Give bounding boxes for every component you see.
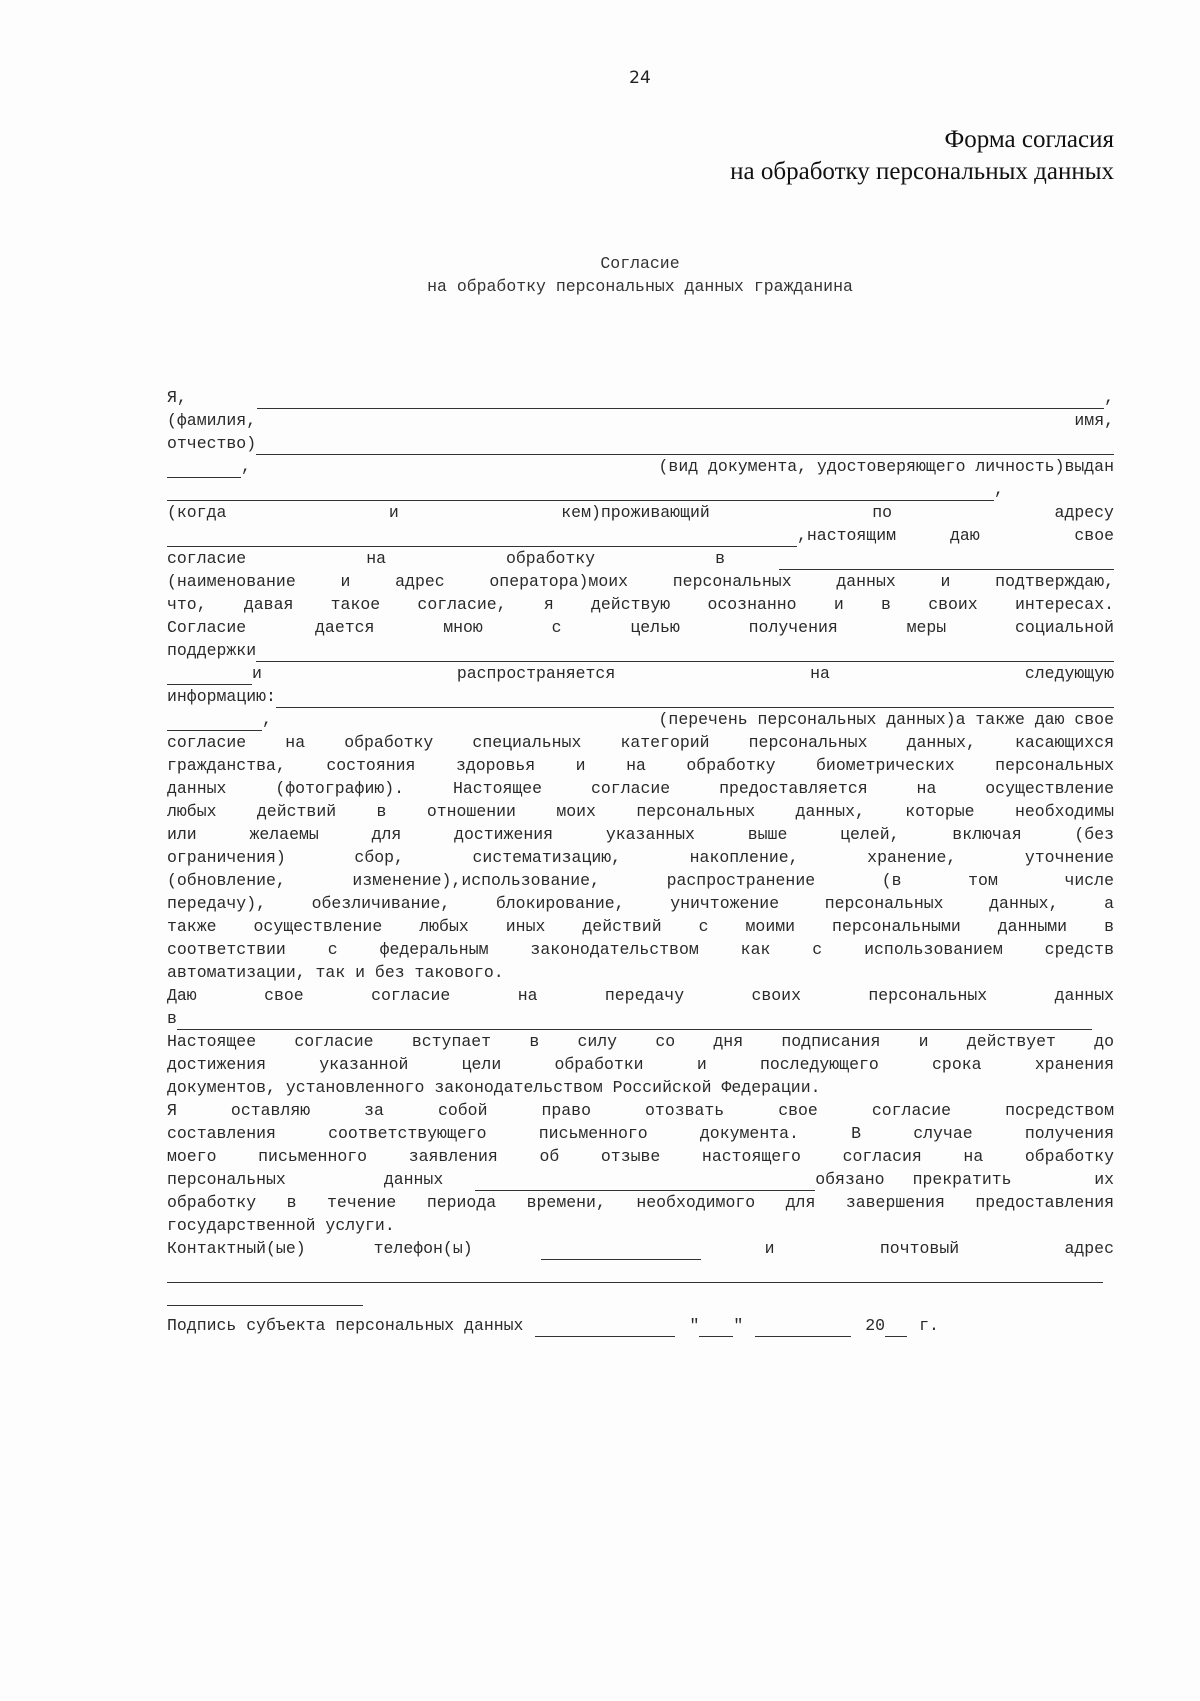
line-3 — [167, 432, 1114, 455]
comma: , — [262, 710, 272, 729]
text-on: на — [366, 549, 386, 568]
line-13 — [167, 662, 1114, 685]
line-20: или желаемы для достижения указанных выше целей, включая (без — [167, 825, 1114, 844]
text-and: и — [252, 664, 262, 683]
line-13-text — [252, 662, 1114, 685]
line-17: гражданства, состояния здоровья и на обработку биометрических персональных — [167, 756, 1114, 775]
label-surname: (фамилия, — [167, 411, 257, 430]
postal-address-field[interactable] — [167, 1265, 1103, 1283]
doc-series-field[interactable] — [167, 460, 241, 478]
text-to: на — [810, 664, 830, 683]
line-16: согласие на обработку специальных категорий персональных данных, касающихся — [167, 733, 1114, 752]
text-extends: распространяется — [456, 664, 616, 683]
text-and: и — [388, 503, 399, 522]
line-22: (обновление, изменение),использование, распространение (в том числе — [167, 871, 1114, 890]
operator-field[interactable] — [779, 552, 1114, 570]
line-34: моего письменного заявления об отзыве настоящего согласия на обработку — [167, 1147, 1114, 1166]
form-title-line-1: Форма согласия — [944, 126, 1114, 153]
line-33: составления соответствующего письменного документа. В случае получения — [167, 1124, 1114, 1143]
line-19: любых действий в отношении моих персональных данных, которые необходимы — [167, 802, 1114, 821]
text-address: адресу — [1054, 503, 1114, 522]
consent-title-line-1: Согласие — [600, 254, 680, 273]
line-35 — [167, 1168, 1114, 1191]
line-9: (наименование и адрес оператора)моих персональных данных и подтверждаю, — [167, 572, 1114, 591]
text-in: в — [715, 549, 725, 568]
line-37: государственной услуги. — [167, 1216, 395, 1235]
text-phone: телефон(ы) — [373, 1239, 473, 1258]
line-10: что, давая такое согласие, я действую осознанно и в своих интересах. — [167, 595, 1114, 614]
patronymic-field[interactable] — [256, 437, 1114, 455]
text-information: информацию: — [167, 687, 276, 706]
fio-field[interactable] — [257, 391, 1104, 409]
label-name: имя, — [1074, 411, 1114, 430]
line-18: данных (фотографию). Настоящее согласие предоставляется на осуществление — [167, 779, 1114, 798]
line-35-tail — [885, 1168, 1114, 1191]
line-7 — [167, 524, 1114, 547]
text-their: их — [1094, 1170, 1114, 1189]
day-field[interactable] — [699, 1319, 733, 1337]
info-field[interactable] — [276, 690, 1114, 708]
comma: , — [241, 457, 251, 476]
text-own: свое — [1074, 526, 1114, 545]
month-field[interactable] — [755, 1319, 851, 1337]
line-29: Настоящее согласие вступает в силу со дня подписания и действует до — [167, 1032, 1114, 1051]
line-14 — [167, 685, 1114, 708]
line-25: соответствии с федеральным законодательством как с использованием средств — [167, 940, 1114, 959]
text-support: поддержки — [167, 641, 257, 660]
support-field[interactable] — [256, 644, 1114, 662]
line-36: обработку в течение периода времени, необходимого для завершения предоставления — [167, 1193, 1114, 1212]
form-title-line-2: на обработку персональных данных — [730, 158, 1114, 185]
quote-open: " — [689, 1316, 700, 1335]
label-when: (когда — [167, 503, 227, 522]
line-15 — [167, 708, 1114, 731]
signature-field[interactable] — [535, 1319, 675, 1337]
quote-close: " — [733, 1316, 744, 1335]
line-11: Согласие дается мною с целью получения меры социальной — [167, 618, 1114, 637]
transfer-field[interactable] — [177, 1012, 1092, 1030]
text-hereby: ,настоящим — [797, 526, 897, 545]
text-data: данных — [383, 1170, 444, 1189]
issued-by-field[interactable] — [167, 483, 994, 501]
line-6 — [167, 501, 1114, 524]
text-personal: персональных — [167, 1170, 286, 1189]
text-address: адрес — [1064, 1239, 1114, 1258]
text-in: в — [167, 1009, 177, 1028]
line-28 — [167, 1007, 1114, 1030]
line-38-tail — [701, 1237, 1114, 1260]
postal-address-field-cont[interactable] — [167, 1288, 363, 1306]
text-following: следующую — [1024, 664, 1114, 683]
line-1 — [167, 386, 1114, 409]
text-year-prefix: 20 — [865, 1316, 886, 1335]
comma: , — [994, 480, 1004, 499]
address-field[interactable] — [167, 529, 797, 547]
info-field-cont[interactable] — [167, 713, 262, 731]
line-24: также осуществление любых иных действий с моими персональными данными в — [167, 917, 1114, 936]
consent-title — [0, 252, 1200, 298]
line-4 — [167, 455, 1114, 478]
line-26: автоматизации, так и без такового. — [167, 963, 504, 982]
text-year-suffix: г. — [919, 1316, 939, 1335]
line-32: Я оставляю за собой право отозвать свое согласие посредством — [167, 1101, 1114, 1120]
line-8 — [167, 547, 1114, 570]
line-31: документов, установленного законодательством Российской Федерации. — [167, 1078, 821, 1097]
line-40 — [167, 1283, 1114, 1306]
label-id-document: (вид документа, удостоверяющего личность)выдан — [658, 457, 1114, 476]
text-processing: обработку — [505, 549, 596, 568]
line-12 — [167, 639, 1114, 662]
line-38 — [167, 1237, 1114, 1260]
operator-name-field[interactable] — [475, 1173, 815, 1191]
text-obliged: обязано — [815, 1170, 885, 1189]
line-27: Даю свое согласие на передачу своих персональных данных — [167, 986, 1114, 1005]
support-field-cont[interactable] — [167, 667, 252, 685]
text-at: по — [872, 503, 893, 522]
text-consent: согласие — [167, 549, 247, 568]
line-2 — [167, 409, 1114, 432]
comma: , — [1104, 388, 1114, 407]
line-23: передачу), обезличивание, блокирование, уничтожение персональных данных, а — [167, 894, 1114, 913]
text-i: Я, — [167, 388, 187, 407]
line-5 — [167, 478, 1114, 501]
line-39 — [167, 1260, 1114, 1283]
year-field[interactable] — [885, 1319, 907, 1337]
label-by-whom-residing: кем)проживающий — [561, 503, 710, 522]
form-title — [730, 124, 1114, 188]
line-30: достижения указанной цели обработки и последующего срока хранения — [167, 1055, 1114, 1074]
text-stop: прекратить — [912, 1170, 1012, 1189]
signature-line — [167, 1314, 1114, 1337]
text-give: даю — [950, 526, 980, 545]
line-8-text — [167, 547, 725, 570]
text-postal: почтовый — [879, 1239, 960, 1258]
consent-body — [167, 386, 1114, 1337]
label-data-list: (перечень персональных данных)а также даю свое — [658, 710, 1114, 729]
line-7-tail — [896, 524, 1114, 547]
phone-field[interactable] — [541, 1242, 701, 1260]
consent-title-line-2: на обработку персональных данных гражданина — [427, 277, 853, 296]
text-contact: Контактный(ые) — [167, 1239, 306, 1258]
line-21: ограничения) сбор, систематизацию, накопление, хранение, уточнение — [167, 848, 1114, 867]
text-and: и — [764, 1239, 775, 1258]
label-signature: Подпись субъекта персональных данных — [167, 1316, 524, 1335]
label-patronymic: отчество) — [167, 434, 257, 453]
page-number: 24 — [629, 68, 651, 88]
